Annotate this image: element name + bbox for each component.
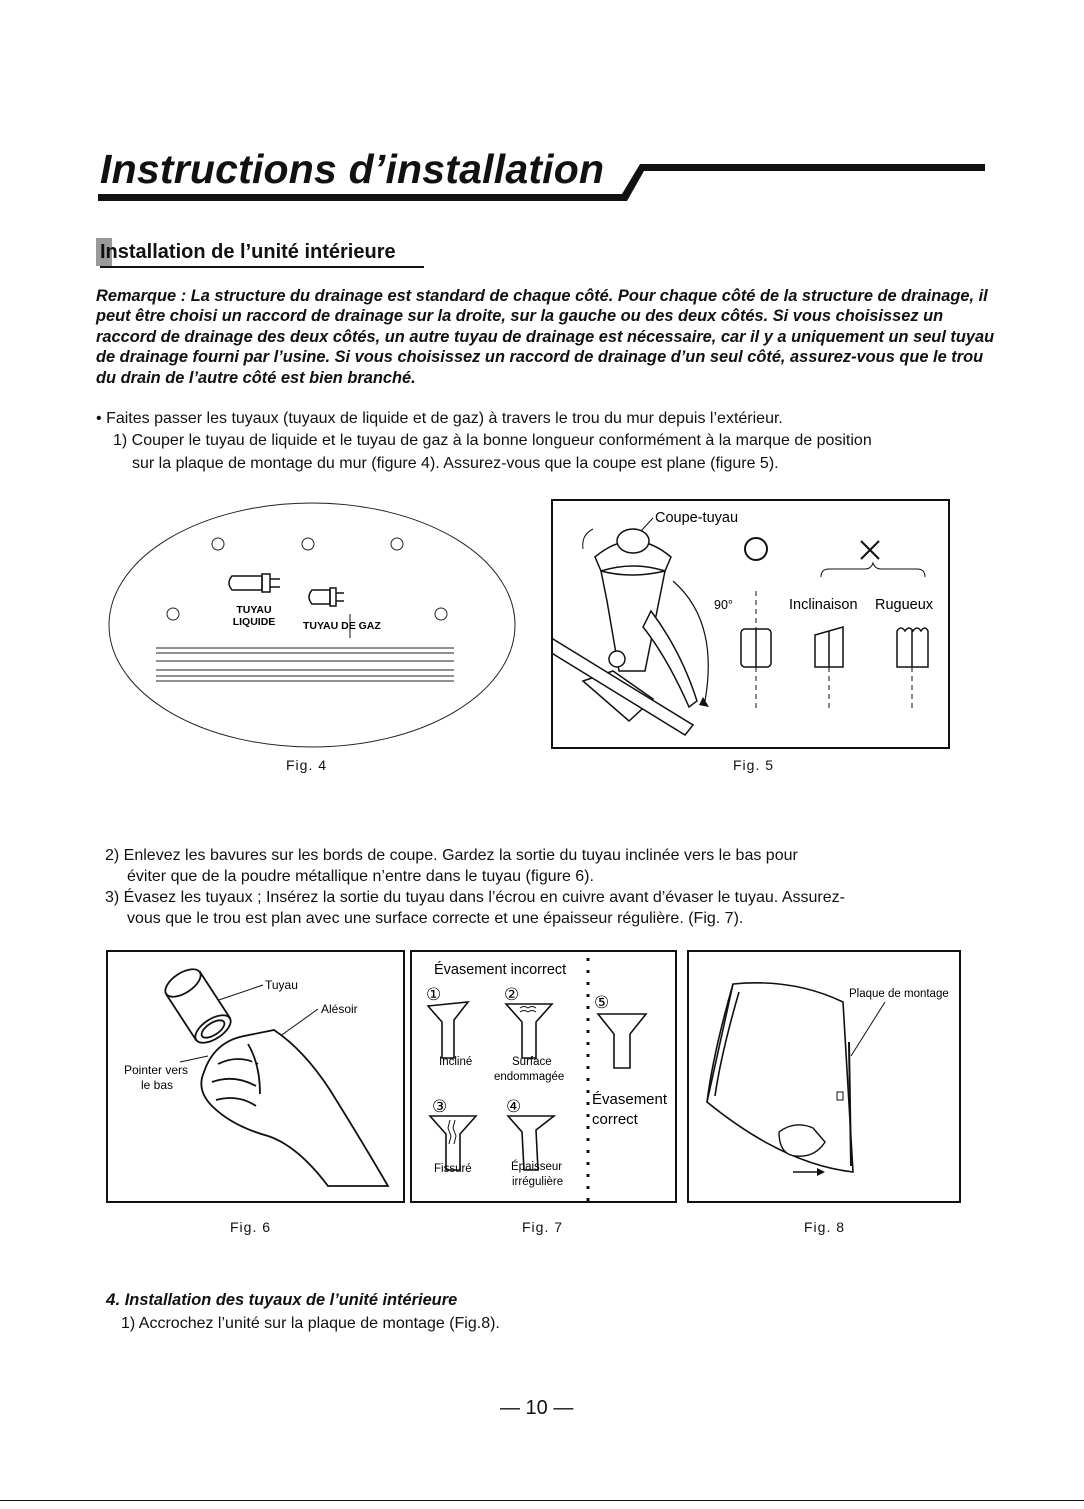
correct-label-1: Évasement [592,1091,668,1108]
title-underline [0,150,1084,210]
step-1-line-2: sur la plaque de montage du mur (figure 4). Assurez-vous que la coupe est plane (figure 5). [132,455,779,472]
cutter-label: Coupe-tuyau [655,510,739,526]
figure-7-flaring [412,952,675,1201]
reamer-label: Alésoir [321,1002,358,1016]
liquid-label-2: LIQUIDE [232,616,276,628]
footer-rule [0,1500,1084,1501]
incorrect-mark-icon [861,541,879,559]
section-title-text: Installation de l’unité intérieure [100,241,396,263]
inclined-label: Incliné [439,1056,473,1068]
gas-pipe-icon [309,588,344,606]
figure-4-mounting-plate [104,498,524,754]
figure-4-caption: Fig. 4 [286,757,328,773]
marker-1: ① [426,985,442,1004]
marker-2: ② [504,985,520,1004]
figure-5-caption: Fig. 5 [733,757,775,773]
figure-5-pipe-cutter [553,501,948,747]
marker-5: ⑤ [594,993,610,1012]
point-down-label-2: le bas [141,1078,174,1092]
step-1-line-1: 1) Couper le tuyau de liquide et le tuyau de gaz à la bonne longueur conformément à la marque de position [113,432,872,449]
bullet-dot: • [96,410,102,427]
marker-4: ④ [506,1097,522,1116]
liquid-pipe-icon [229,574,280,592]
figure-6-caption: Fig. 6 [230,1219,272,1235]
uneven-label-1: Épaisseur [511,1161,563,1173]
figure-6-reamer [108,952,403,1201]
uneven-label-2: irrégulière [512,1176,564,1188]
section-4-title: Installation des tuyaux de l’unité intérieure [124,1291,458,1309]
liquid-label-1: TUYAU [236,604,272,616]
damaged-label-2: endommagée [494,1071,565,1083]
figure-8-mounting [689,952,959,1201]
plate-label: Plaque de montage [849,988,949,1000]
gas-label: TUYAU DE GAZ [303,620,381,632]
figure-8-box [687,950,961,1203]
section-title [100,241,396,264]
figure-7-box [410,950,677,1203]
step-2-line-1: 2) Enlevez les bavures sur les bords de coupe. Gardez la sortie du tuyau inclinée vers le bas pour [105,847,798,864]
page-number: — 10 — [500,1397,574,1419]
page-title: Instructions d’installation [100,146,605,192]
incorrect-label: Évasement incorrect [434,962,567,978]
correct-mark-icon [745,538,767,560]
figure-5-box [551,499,950,749]
bullet-item [96,410,783,428]
cracked-label: Fissuré [434,1163,472,1175]
pipe-cutter-icon [553,529,697,735]
bullet-text: Faites passer les tuyaux (tuyaux de liquide et de gaz) à travers le trou du mur depuis l’extérieur. [106,410,783,427]
section-4-number: 4. [106,1290,121,1309]
pipe-end-icon [161,964,235,1049]
incline-label: Inclinaison [789,597,858,613]
angle-label: 90° [714,598,733,612]
section-4-heading [106,1290,457,1310]
point-down-label-1: Pointer vers [124,1063,189,1077]
section-4-step-1: 1) Accrochez l’unité sur la plaque de montage (Fig.8). [121,1315,500,1332]
rough-label: Rugueux [875,597,934,613]
hand-icon [201,1030,388,1186]
remark-paragraph: Remarque : La structure du drainage est standard de chaque côté. Pour chaque côté de la structure de drainage, il peut être choisi un raccord de drainage sur la droite, sur la gauche ou des deux côtés. Si vous choisissez un raccord de drainage des deux côtés, un autre tuyau de drainage est nécessaire, car il y a uniquement un seul tuyau de drainage fourni par l’usine. Si vous choisissez un raccord de drainage d’un seul côté, assurez-vous que le trou du drain de l’autre côté est bien branché. [96,287,995,387]
section-underline [100,266,424,268]
figure-7-caption: Fig. 7 [522,1219,564,1235]
damaged-label-1: Surface [512,1056,552,1068]
step-3-line-2: vous que le trou est plan avec une surface correcte et une épaisseur régulière. (Fig. 7). [127,910,744,927]
step-2-line-2: éviter que de la poudre métallique n’entre dans le tuyau (figure 6). [127,868,594,885]
pipe-label: Tuyau [265,978,298,992]
step-3-line-1: 3) Évasez les tuyaux ; Insérez la sortie du tuyau dans l’écrou en cuivre avant d’évaser le tuyau. Assurez- [105,889,845,906]
correct-label-2: correct [592,1111,638,1128]
figure-8-caption: Fig. 8 [804,1219,846,1235]
figure-6-box [106,950,405,1203]
marker-3: ③ [432,1097,448,1116]
